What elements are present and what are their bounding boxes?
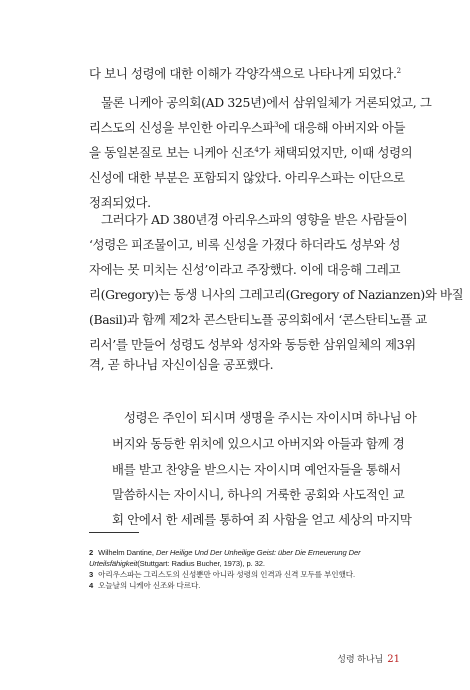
footnote-4 <box>89 580 409 591</box>
body-line-8: ‘성령은 피조물이고, 비록 신성을 가졌다 하더라도 성부와 성 <box>89 237 401 252</box>
footnote-ref-3[interactable]: 3 <box>274 121 279 129</box>
quote-line-2: 버지와 동등한 위치에 있으시고 아버지와 아들과 함께 경 <box>112 436 405 451</box>
body-line-7: 그러다가 AD 380년경 아리우스파의 영향을 받은 사람들이 <box>101 212 408 227</box>
footnote-number: 3 <box>89 570 94 579</box>
quote-line-1: 성령은 주인이 되시며 생명을 주시는 자이시며 하나님 아 <box>124 410 417 425</box>
page-footer <box>337 653 400 666</box>
body-text: 다 보니 성령에 대한 이해가 각양각색으로 나타나게 되었다. <box>89 66 397 81</box>
body-line-1 <box>89 66 399 82</box>
body-line-11: (Basil)과 함께 제2차 콘스탄티노플 공의회에서 ‘콘스탄티노플 교 <box>89 312 427 327</box>
footnote-title: Urteilsfähigkeit <box>89 559 138 568</box>
body-text: 을 동일본질로 보는 니케아 신조 <box>89 145 255 160</box>
footnote-text: 오늘날의 니케아 신조와 다르다. <box>98 581 201 590</box>
body-line-12: 리서’를 만들어 성령도 성부와 성자와 동등한 삼위일체의 제3위 <box>89 337 416 352</box>
quote-line-4: 말씀하시는 자이시니, 하나의 거룩한 공회와 사도적인 교 <box>112 487 405 502</box>
quote-line-3: 배를 받고 찬양을 받으시는 자이시며 예언자들을 통해서 <box>112 462 401 477</box>
footnote-divider <box>89 532 139 533</box>
body-line-5: 신성에 대한 부분은 포함되지 않았다. 아리우스파는 이단으로 <box>89 170 405 185</box>
body-text: 에 대응해 아버지와 아들 <box>278 120 406 135</box>
body-line-4 <box>89 145 413 161</box>
footnote-publication: (Stuttgart: Radius Bucher, 1973), p. 32. <box>137 559 265 568</box>
footnote-2 <box>89 547 409 558</box>
body-line-9: 자에는 못 미치는 신성’이라고 주장했다. 이에 대응해 그레고 <box>89 262 401 277</box>
body-line-3 <box>89 120 406 136</box>
body-line-6: 정죄되었다. <box>89 195 151 210</box>
body-text: 가 채택되었지만, 이때 성령의 <box>258 145 413 160</box>
body-line-10: 리(Gregory)는 동생 니사의 그레고리(Gregory of Nazianzen)와 바질 <box>89 287 464 302</box>
footnote-title: Der Heilige Und Der Unheilige Geist: über Die Erneuerung Der <box>155 548 361 557</box>
footnote-number: 4 <box>89 581 94 590</box>
footnote-2-cont <box>89 558 409 569</box>
quote-line-5: 회 안에서 한 세례를 통하여 죄 사함을 얻고 세상의 마지막 <box>112 512 412 527</box>
footnote-author: Wilhelm Dantine, <box>98 548 154 557</box>
footnote-ref-4[interactable]: 4 <box>254 146 259 154</box>
footnote-3 <box>89 569 409 580</box>
footnote-ref-2[interactable]: 2 <box>396 67 401 75</box>
body-text: 리스도의 신성을 부인한 아리우스파 <box>89 120 275 135</box>
body-line-13: 격, 곧 하나님 자신이심을 공포했다. <box>89 357 274 372</box>
page-number: 21 <box>387 654 400 665</box>
footnote-number: 2 <box>89 548 94 557</box>
running-title: 성령 하나님 <box>337 654 384 664</box>
footnote-text: 아리우스파는 그리스도의 신성뿐만 아니라 성령의 인격과 신격 모두를 부인했다. <box>98 570 355 579</box>
body-line-2: 물론 니케아 공의회(AD 325년)에서 삼위일체가 거론되었고, 그 <box>101 95 432 110</box>
